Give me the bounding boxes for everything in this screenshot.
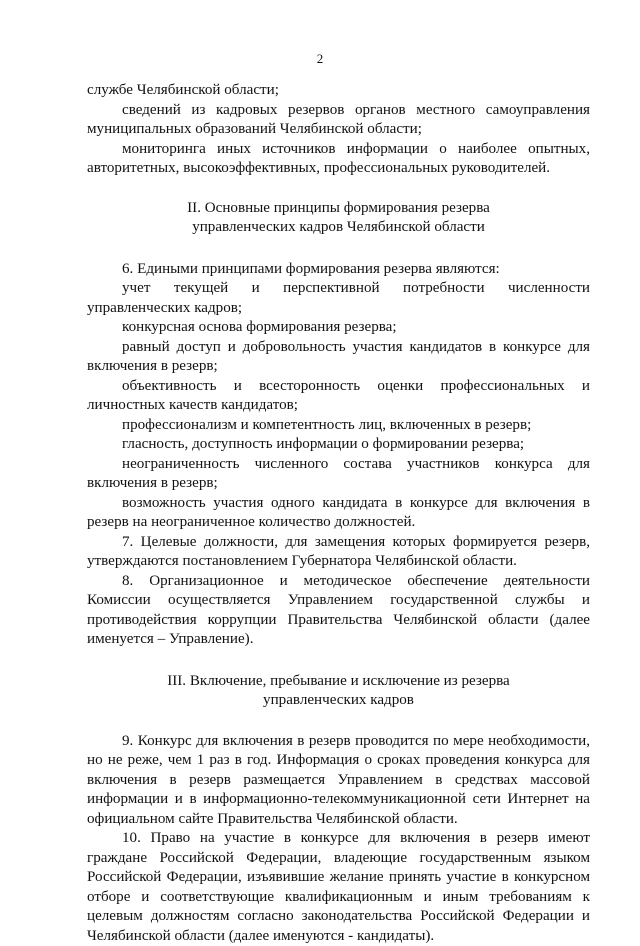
principle-item: объективность и всесторонность оценки профессиональных и личностных качеств кандидатов; [87,377,590,413]
intro-paragraph: мониторинга иных источников информации о наиболее опытных, авторитетных, высокоэффективных, профессиональных руководителей. [87,140,590,176]
page-content [87,81,590,946]
principle-item: профессионализм и компетентность лиц, включенных в резерв; [122,416,532,433]
section-2-heading-line-1: II. Основные принципы формирования резерва [187,199,490,216]
principle-item: гласность, доступность информации о формировании резерва; [122,436,525,452]
principle-item: учет текущей и перспективной потребности численности управленческих кадров; [87,280,590,316]
section-2-heading-line-2: управленческих кадров Челябинской области [192,219,485,235]
section-2-heading [87,199,590,238]
clause-9: 9. Конкурс для включения в резерв проводится по мере необходимости, но не реже, чем 1 раз в год. Информация о сроках проведения конкурса для включения в резерв размещается Управлением в средствах массовой информации и в информационно-телекоммуникационной сети Интернет на официальном сайте Правительства Челябинской области. [87,732,590,827]
principle-item: возможность участия одного кандидата в конкурсе для включения в резерв на неограниченное количество должностей. [87,494,590,530]
section-3-heading-line-1: III. Включение, пребывание и исключение из резерва [167,672,510,689]
principle-item: конкурсная основа формирования резерва; [122,319,397,335]
intro-paragraph: сведений из кадровых резервов органов местного самоуправления муниципальных образований Челябинской области; [87,101,590,137]
clause-8: 8. Организационное и методическое обеспечение деятельности Комиссии осуществляется Управлением государственной службы и противодействия коррупции Правительства Челябинской области (далее именуется – Управление). [87,572,590,647]
clause-6: 6. Едиными принципами формирования резерва являются: [122,260,500,277]
page-number: 2 [316,51,324,66]
principle-item: неограниченность численного состава участников конкурса для включения в резерв; [87,455,590,491]
clause-7: 7. Целевые должности, для замещения которых формируется резерв, утверждаются постановлением Губернатора Челябинской области. [87,533,590,569]
intro-paragraph: службе Челябинской области; [87,82,279,98]
principle-item: равный доступ и добровольность участия кандидатов в конкурсе для включения в резерв; [87,338,590,374]
clause-10: 10. Право на участие в конкурсе для включения в резерв имеют граждане Российской Федерации, владеющие государственным языком Российской Федерации, изъявившие желание принять участие в конкурсном отборе и соответствующие квалификационным и иным требованиям к целевым должностям согласно законодательства Российской Федерации и Челябинской области (далее именуются - кандидаты). [87,830,590,944]
section-3-heading [87,672,590,711]
section-3-heading-line-2: управленческих кадров [263,692,414,708]
